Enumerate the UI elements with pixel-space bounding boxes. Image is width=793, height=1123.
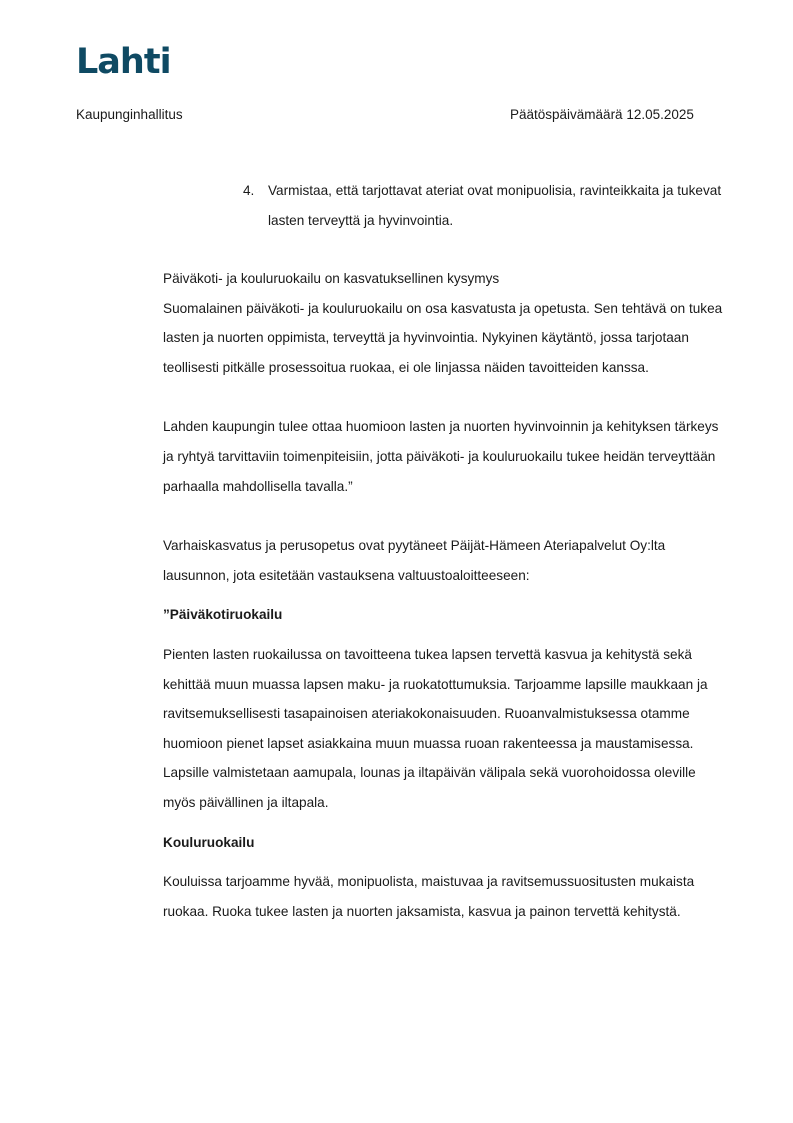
paragraph: Kouluissa tarjoamme hyvää, monipuolista, maistuvaa ja ravitsemussuositusten mukaista ruokaa. Ruoka tukee lasten ja nuorten jaksamista, kasvua ja painon tervettä kehitystä.	[163, 874, 695, 919]
section-title: Päiväkoti- ja kouluruokailu on kasvatuksellinen kysymys	[163, 271, 500, 286]
header-organization: Kaupunginhallitus	[76, 107, 183, 122]
paragraph: Lahden kaupungin tulee ottaa huomioon lasten ja nuorten hyvinvoinnin ja kehityksen tärkeys ja ryhtyä tarvittaviin toimenpiteisiin, jotta päiväkoti- ja kouluruokailu tukee heidän terveyttään parhaalla mahdollisella tavalla.”	[163, 419, 719, 494]
paragraph: Pienten lasten ruokailussa on tavoitteena tukea lapsen tervettä kasvua ja kehitystä sekä kehittää muun muassa lapsen maku- ja ruokatottumuksia. Tarjoamme lapsille maukkaan ja ravitsemuksellisesti tasapainoisen ateriakokonaisuuden. Ruoanvalmistuksessa otamme huomioon pienet lapset asiakkaina muun muassa ruoan rakenteessa ja maustamisessa. Lapsille valmistetaan aamupala, lounas ja iltapäivän välipala sekä vuorohoidossa oleville myös päivällinen ja iltapala.	[163, 646, 708, 810]
list-item-text: Varmistaa, että tarjottavat ateriat ovat monipuolisia, ravinteikkaita ja tukevat lasten terveyttä ja hyvinvointia.	[268, 183, 722, 228]
lahti-logo: Lahti	[76, 42, 171, 82]
paragraph: Varhaiskasvatus ja perusopetus ovat pyytäneet Päijät-Hämeen Ateriapalvelut Oy:lta lausunnon, jota esitetään vastauksena valtuustoaloitteeseen:	[163, 538, 666, 583]
document-body	[163, 176, 723, 926]
numbered-list-item	[163, 176, 723, 235]
section-heading-school: Kouluruokailu	[163, 834, 255, 850]
list-item-number: 4.	[243, 183, 255, 198]
header-decision-date: Päätöspäivämäärä 12.05.2025	[510, 107, 694, 122]
section-heading-daycare: ”Päiväkotiruokailu	[163, 607, 283, 623]
paragraph: Suomalainen päiväkoti- ja kouluruokailu on osa kasvatusta ja opetusta. Sen tehtävä on tukea lasten ja nuorten oppimista, terveyttä ja hyvinvointia. Nykyinen käytäntö, jossa tarjotaan teollisesti pitkälle prosessoitua ruokaa, ei ole linjassa näiden tavoitteiden kanssa.	[163, 300, 723, 375]
